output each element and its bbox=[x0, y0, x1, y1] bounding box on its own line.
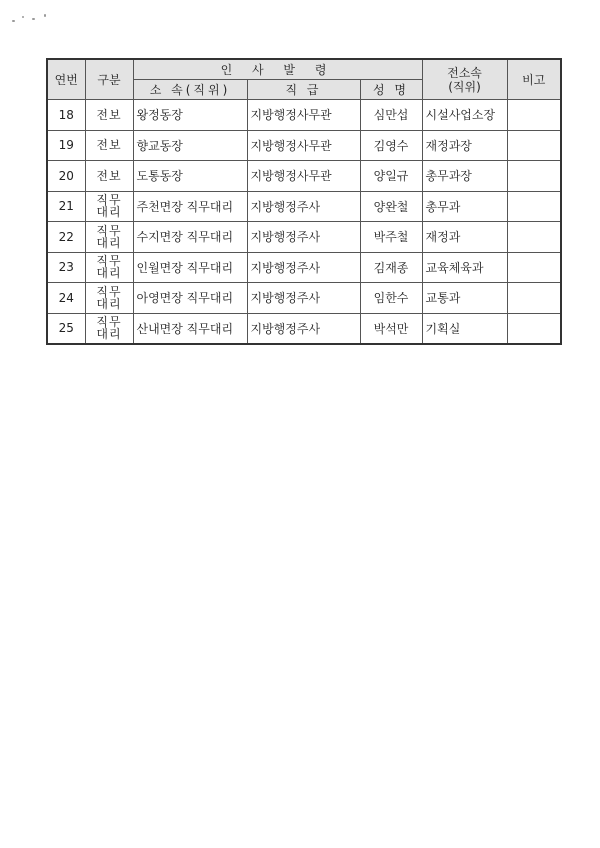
header-grade: 직 급 bbox=[247, 80, 360, 100]
header-appointment: 인 사 발 령 bbox=[133, 59, 422, 80]
scan-speck bbox=[32, 18, 35, 20]
cell-note bbox=[507, 100, 561, 131]
cell-new-post: 재정과 bbox=[422, 222, 507, 253]
header-category: 구분 bbox=[85, 59, 133, 100]
cell-category: 직무 대리 bbox=[85, 222, 133, 253]
cell-no: 18 bbox=[47, 100, 85, 131]
cell-note bbox=[507, 191, 561, 222]
cell-affiliation: 왕정동장 bbox=[133, 100, 247, 131]
header-no: 연번 bbox=[47, 59, 85, 100]
cell-note bbox=[507, 283, 561, 314]
scan-speck bbox=[22, 16, 24, 18]
cell-new-post: 총무과 bbox=[422, 191, 507, 222]
cell-new-post: 교통과 bbox=[422, 283, 507, 314]
cell-category: 전보 bbox=[85, 130, 133, 161]
table-row bbox=[47, 283, 561, 314]
table-row bbox=[47, 161, 561, 192]
cell-no: 22 bbox=[47, 222, 85, 253]
table-row bbox=[47, 191, 561, 222]
cell-grade: 지방행정주사 bbox=[247, 222, 360, 253]
cell-affiliation: 아영면장 직무대리 bbox=[133, 283, 247, 314]
header-note: 비고 bbox=[507, 59, 561, 100]
cell-note bbox=[507, 130, 561, 161]
cell-affiliation: 인월면장 직무대리 bbox=[133, 252, 247, 283]
cell-grade: 지방행정사무관 bbox=[247, 130, 360, 161]
scan-speck bbox=[44, 14, 46, 17]
cell-grade: 지방행정사무관 bbox=[247, 161, 360, 192]
cell-note bbox=[507, 252, 561, 283]
header-new-post-text: 전소속 (직위) bbox=[447, 65, 482, 94]
cell-category: 직무 대리 bbox=[85, 283, 133, 314]
cell-no: 24 bbox=[47, 283, 85, 314]
cell-grade: 지방행정주사 bbox=[247, 313, 360, 344]
cell-grade: 지방행정주사 bbox=[247, 283, 360, 314]
table-row bbox=[47, 100, 561, 131]
cell-no: 20 bbox=[47, 161, 85, 192]
table-row bbox=[47, 222, 561, 253]
cell-note bbox=[507, 313, 561, 344]
cell-name: 양일규 bbox=[360, 161, 422, 192]
table-row bbox=[47, 252, 561, 283]
cell-name: 양완철 bbox=[360, 191, 422, 222]
cell-category: 직무 대리 bbox=[85, 191, 133, 222]
header-new-post bbox=[422, 59, 507, 100]
cell-name: 심만섭 bbox=[360, 100, 422, 131]
cell-affiliation: 향교동장 bbox=[133, 130, 247, 161]
cell-note bbox=[507, 161, 561, 192]
cell-grade: 지방행정주사 bbox=[247, 191, 360, 222]
cell-name: 임한수 bbox=[360, 283, 422, 314]
cell-name: 박석만 bbox=[360, 313, 422, 344]
cell-grade: 지방행정주사 bbox=[247, 252, 360, 283]
cell-category: 직무 대리 bbox=[85, 252, 133, 283]
cell-affiliation: 주천면장 직무대리 bbox=[133, 191, 247, 222]
cell-name: 김영수 bbox=[360, 130, 422, 161]
cell-new-post: 교육체육과 bbox=[422, 252, 507, 283]
cell-note bbox=[507, 222, 561, 253]
cell-no: 21 bbox=[47, 191, 85, 222]
cell-affiliation: 도통동장 bbox=[133, 161, 247, 192]
table-row bbox=[47, 313, 561, 344]
cell-affiliation: 산내면장 직무대리 bbox=[133, 313, 247, 344]
cell-category: 전보 bbox=[85, 161, 133, 192]
cell-no: 23 bbox=[47, 252, 85, 283]
cell-no: 25 bbox=[47, 313, 85, 344]
table-row bbox=[47, 130, 561, 161]
table-body bbox=[47, 100, 561, 345]
cell-new-post: 재정과장 bbox=[422, 130, 507, 161]
cell-new-post: 기획실 bbox=[422, 313, 507, 344]
cell-name: 김재종 bbox=[360, 252, 422, 283]
header-affiliation: 소 속(직위) bbox=[133, 80, 247, 100]
cell-category: 전보 bbox=[85, 100, 133, 131]
personnel-appointment-table bbox=[46, 58, 562, 345]
header-name: 성 명 bbox=[360, 80, 422, 100]
scan-speck bbox=[12, 20, 15, 22]
cell-category: 직무 대리 bbox=[85, 313, 133, 344]
cell-grade: 지방행정사무관 bbox=[247, 100, 360, 131]
cell-name: 박주철 bbox=[360, 222, 422, 253]
cell-affiliation: 수지면장 직무대리 bbox=[133, 222, 247, 253]
cell-new-post: 총무과장 bbox=[422, 161, 507, 192]
cell-new-post: 시설사업소장 bbox=[422, 100, 507, 131]
cell-no: 19 bbox=[47, 130, 85, 161]
